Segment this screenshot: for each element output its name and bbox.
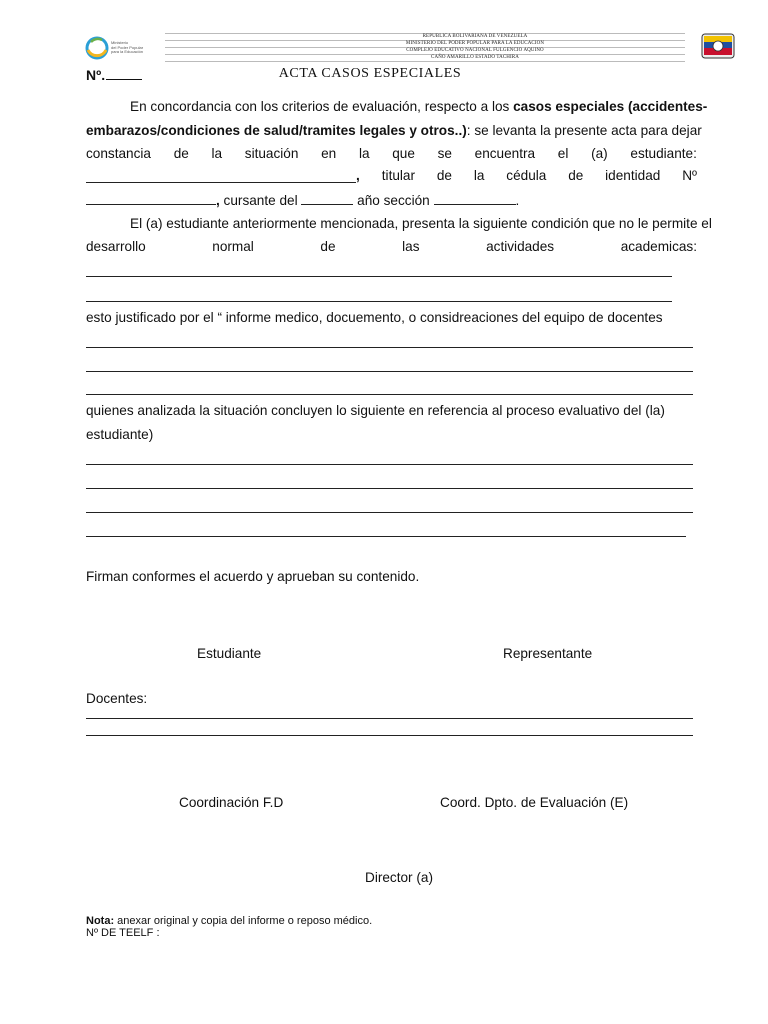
word: se bbox=[437, 146, 452, 161]
word: de bbox=[320, 239, 336, 254]
logo-line-2: del Poder Popular bbox=[111, 44, 144, 50]
section-blank[interactable] bbox=[434, 192, 516, 205]
phone-label: Nº DE TEELF : bbox=[86, 927, 160, 939]
condition-line-1[interactable] bbox=[86, 276, 672, 277]
conclusion-line-4[interactable] bbox=[86, 536, 686, 537]
p1-line2 bbox=[86, 119, 702, 142]
word: (a) bbox=[591, 146, 608, 161]
header-line-4: CAÑO AMARILLO ESTADO TACHIRA bbox=[431, 55, 519, 60]
word: cédula bbox=[506, 168, 547, 183]
word: de bbox=[436, 168, 452, 183]
p1-line2-text: : se levanta la presente acta para dejar bbox=[466, 123, 702, 138]
header-line-1: REPUBLICA BOLIVARIANA DE VENEZUELA bbox=[422, 34, 528, 39]
p1-line5-b: año sección bbox=[353, 193, 434, 208]
word: la bbox=[473, 168, 485, 183]
id-number-blank[interactable] bbox=[86, 192, 216, 205]
p1-line1 bbox=[130, 95, 707, 118]
justification-line-1[interactable] bbox=[86, 347, 693, 348]
comma: , bbox=[216, 193, 220, 208]
logo-line-3: para la Educación bbox=[111, 49, 144, 54]
justification-line-3[interactable] bbox=[86, 394, 693, 395]
word: encuentra bbox=[474, 146, 536, 161]
word: el bbox=[557, 146, 569, 161]
word: identidad bbox=[605, 168, 661, 183]
act-number-blank[interactable] bbox=[106, 67, 142, 80]
p1-line3 bbox=[86, 146, 697, 161]
year-blank[interactable] bbox=[301, 192, 353, 205]
teachers-line-1[interactable] bbox=[86, 718, 693, 719]
signature-coordination: Coordinación F.D bbox=[179, 795, 284, 810]
signature-director: Director (a) bbox=[365, 870, 433, 885]
word: actividades bbox=[486, 239, 555, 254]
condition-line-2[interactable] bbox=[86, 301, 672, 302]
teachers-label: Docentes: bbox=[86, 691, 148, 706]
word: de bbox=[173, 146, 189, 161]
conclusion-line-1[interactable] bbox=[86, 464, 693, 465]
agreement-text: Firman conformes el acuerdo y aprueban su contenido. bbox=[86, 569, 420, 584]
student-name-blank[interactable] bbox=[86, 170, 356, 183]
justification-line-2[interactable] bbox=[86, 371, 693, 372]
conclusion-line-3[interactable] bbox=[86, 512, 693, 513]
note-text: anexar original y copia del informe o reposo médico. bbox=[114, 915, 373, 927]
document-header bbox=[85, 33, 697, 62]
p4-line1: quienes analizada la situación concluyen lo siguiente en referencia al proceso evaluativo del (la) bbox=[86, 403, 665, 418]
word: academicas: bbox=[620, 239, 697, 254]
p1-line2-bold: embarazos/condiciones de salud/tramites legales y otros..) bbox=[86, 123, 467, 138]
act-number-label: Nº. bbox=[86, 67, 106, 83]
p1-line5-end: . bbox=[515, 193, 520, 208]
word: que bbox=[392, 146, 415, 161]
p4-line2: estudiante) bbox=[86, 427, 154, 442]
word: las bbox=[402, 239, 420, 254]
word: en bbox=[321, 146, 337, 161]
p2-line1: El (a) estudiante anteriormente mencionada, presenta la siguiente condición que no le permite el bbox=[130, 216, 712, 231]
comma: , bbox=[356, 168, 360, 183]
word: normal bbox=[212, 239, 254, 254]
word: situación bbox=[244, 146, 299, 161]
header-line-2: MINISTERIO DEL PODER POPULAR PARA LA EDUCACION bbox=[405, 41, 545, 46]
note-label: Nota: bbox=[86, 915, 115, 927]
p1-line4-words bbox=[382, 168, 697, 183]
signature-student: Estudiante bbox=[197, 646, 262, 661]
signature-evaluation: Coord. Dpto. de Evaluación (E) bbox=[440, 795, 629, 810]
p1-line5 bbox=[86, 192, 519, 208]
ministry-logo bbox=[85, 36, 163, 60]
word: Nº bbox=[682, 168, 697, 183]
school-emblem bbox=[701, 33, 735, 59]
p1-line1-bold: casos especiales (accidentes- bbox=[513, 99, 708, 114]
word: titular bbox=[381, 168, 416, 183]
note bbox=[86, 915, 372, 927]
document-title: ACTA CASOS ESPECIALES bbox=[278, 66, 462, 81]
logo-line-1: Ministerio bbox=[111, 40, 129, 45]
p1-line4 bbox=[86, 168, 697, 183]
act-number bbox=[86, 67, 142, 83]
header-line-3: COMPLEJO EDUCATIVO NACIONAL FULGENCIO AQUINO bbox=[406, 48, 544, 53]
signature-representative: Representante bbox=[503, 646, 593, 661]
teachers-line-2[interactable] bbox=[86, 735, 693, 736]
word: constancia bbox=[86, 146, 151, 161]
word: estudiante: bbox=[630, 146, 697, 161]
conclusion-line-2[interactable] bbox=[86, 488, 693, 489]
word: la bbox=[211, 146, 223, 161]
p2-line2 bbox=[86, 239, 697, 254]
word: la bbox=[358, 146, 370, 161]
p1-line1-text: En concordancia con los criterios de evaluación, respecto a los bbox=[130, 99, 514, 114]
word: desarrollo bbox=[86, 239, 146, 254]
p1-line5-a: cursante del bbox=[219, 193, 302, 208]
word: de bbox=[568, 168, 584, 183]
p3-text: esto justificado por el “ informe medico, docuemento, o considreaciones del equipo de docentes bbox=[86, 310, 663, 325]
